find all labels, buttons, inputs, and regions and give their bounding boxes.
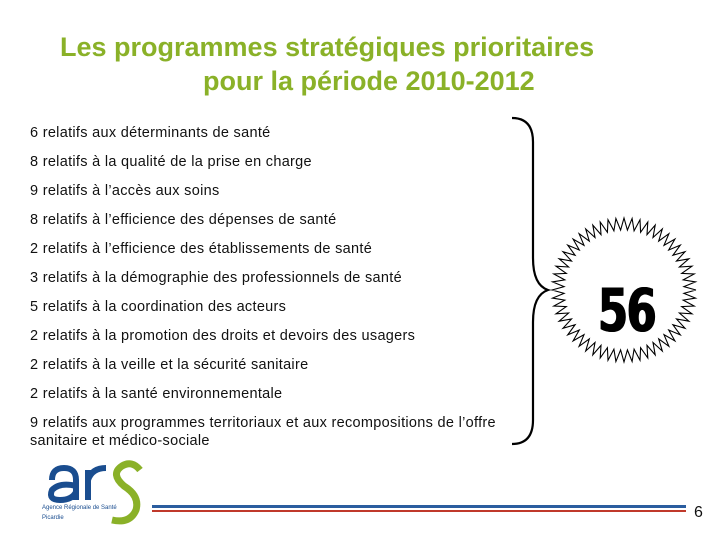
list-item: 6 relatifs aux déterminants de santé <box>30 125 271 141</box>
list-item: 9 relatifs aux programmes territoriaux et aux recompositions de l’offre sanitaire et médico-sociale <box>30 415 496 449</box>
list-item: 8 relatifs à l’efficience des dépenses de santé <box>30 212 337 228</box>
list-item: 2 relatifs à la santé environnementale <box>30 386 283 402</box>
ars-logo-icon <box>51 464 140 521</box>
footer-divider <box>152 505 686 508</box>
list-item: 2 relatifs à la veille et la sécurité sanitaire <box>30 357 309 373</box>
list-item: 5 relatifs à la coordination des acteurs <box>30 299 287 315</box>
title-line-1: Les programmes stratégiques prioritaires <box>60 32 595 62</box>
total-number: 56 <box>598 276 656 346</box>
list-item: 8 relatifs à la qualité de la prise en charge <box>30 154 312 170</box>
footer-divider-accent <box>152 510 686 512</box>
logo-region: Picardie <box>42 515 64 521</box>
logo-caption: Agence Régionale de Santé <box>42 505 117 511</box>
list-item: 2 relatifs à la promotion des droits et devoirs des usagers <box>30 328 416 344</box>
title-line-2: pour la période 2010-2012 <box>203 66 535 96</box>
list-item: 3 relatifs à la démographie des professionnels de santé <box>30 270 402 286</box>
list-item: 9 relatifs à l’accès aux soins <box>30 183 220 199</box>
list-item: 2 relatifs à l’efficience des établissements de santé <box>30 241 373 257</box>
page-number: 6 <box>694 504 703 521</box>
